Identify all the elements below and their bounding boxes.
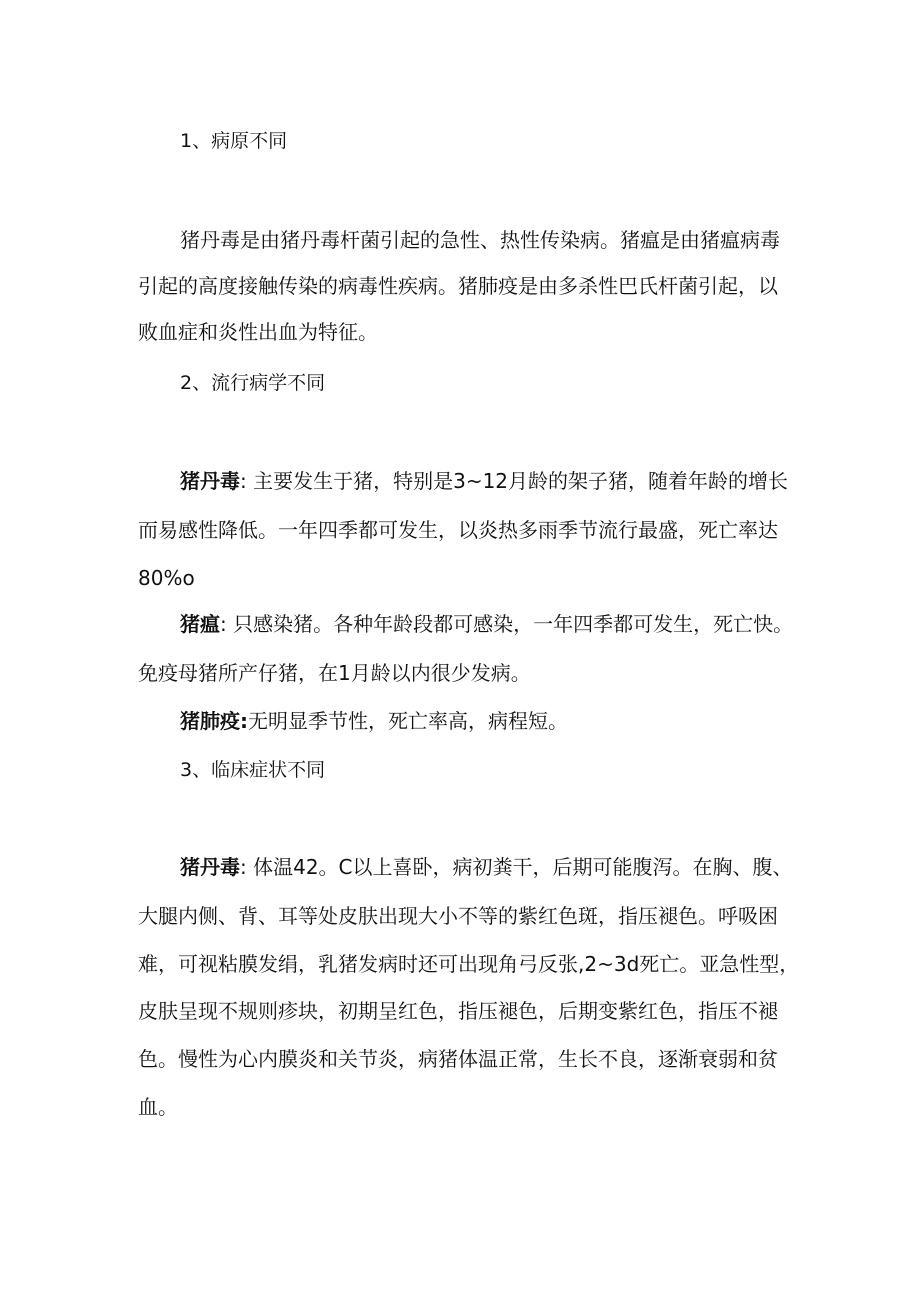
section-heading-3: 3、临床症状不同 [180, 759, 326, 781]
paragraph-line: 80%o [138, 566, 195, 590]
term-label: 猪丹毒 [180, 469, 240, 493]
term-text: : 只感染猪。各种年龄段都可感染，一年四季都可发生，死亡快。 [220, 612, 794, 636]
paragraph-line: 难，可视粘膜发绢，乳猪发病时还可出现角弓反张,2~3d死亡。亚急性型， [138, 952, 800, 976]
paragraph-line: 色。慢性为心内膜炎和关节炎，病猪体温正常，生长不良，逐渐衰弱和贫 [138, 1047, 778, 1071]
paragraph-line [180, 469, 840, 493]
paragraph-line: 败血症和炎性出血为特征。 [138, 320, 378, 344]
paragraph-line: 大腿内侧、背、耳等处皮肤出现大小不等的紫红色斑，指压褪色。呼吸困 [138, 904, 778, 928]
paragraph-line [180, 855, 840, 879]
paragraph-line [180, 709, 840, 733]
paragraph-line: 血。 [138, 1095, 178, 1119]
term-text: 无明显季节性，死亡率高，病程短。 [248, 709, 568, 733]
section-heading-1: 1、病原不同 [180, 130, 288, 152]
term-label: 猪肺疫: [180, 709, 248, 733]
paragraph-line: 免疫母猪所产仔猪，在1月龄以内很少发病。 [138, 661, 531, 685]
paragraph-line [180, 612, 840, 636]
paragraph-line: 猪丹毒是由猪丹毒杆菌引起的急性、热性传染病。猪瘟是由猪瘟病毒 [180, 228, 780, 252]
section-heading-2: 2、流行病学不同 [180, 372, 326, 394]
term-label: 猪瘟 [180, 612, 220, 636]
term-label: 猪丹毒 [180, 855, 240, 879]
paragraph-line: 而易感性降低。一年四季都可发生，以炎热多雨季节流行最盛，死亡率达 [138, 518, 778, 542]
paragraph-line: 引起的高度接触传染的病毒性疾病。猪肺疫是由多杀性巴氏杆菌引起，以 [138, 274, 778, 298]
term-text: : 体温42。C以上喜卧，病初粪干，后期可能腹泻。在胸、腹、 [240, 855, 793, 879]
paragraph-line: 皮肤呈现不规则疹块，初期呈红色，指压褪色，后期变紫红色，指压不褪 [138, 999, 778, 1023]
term-text: : 主要发生于猪，特别是3~12月龄的架子猪，随着年龄的增长 [240, 469, 789, 493]
